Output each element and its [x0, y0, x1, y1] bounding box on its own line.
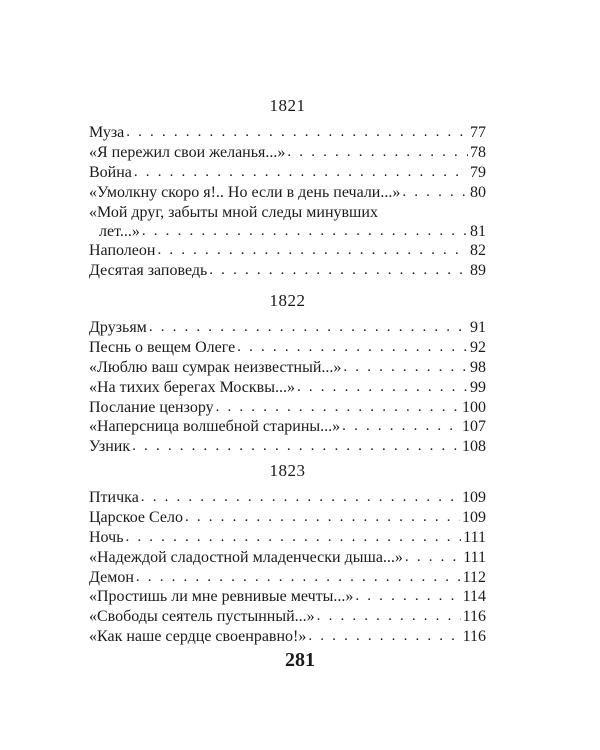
dot-leader	[355, 587, 460, 606]
toc-entry	[89, 142, 486, 162]
entry-page: 80	[470, 183, 486, 201]
toc-entry	[89, 606, 486, 626]
toc-entry	[89, 337, 486, 357]
entry-title: «На тихих берегах Москвы...»	[89, 378, 295, 396]
toc-entry	[89, 162, 486, 182]
dot-leader	[141, 488, 460, 507]
entry-page: 111	[463, 548, 486, 566]
toc-entry	[89, 241, 486, 261]
dot-leader	[126, 123, 468, 142]
toc-entry	[89, 417, 486, 437]
entry-page: 98	[470, 358, 486, 376]
toc-entry	[89, 182, 486, 202]
entry-title: Ночь	[89, 528, 124, 546]
entry-title: Демон	[89, 568, 134, 586]
entry-title: «Простишь ли мне ревнивые мечты...»	[89, 588, 354, 606]
entry-page: 107	[462, 418, 486, 436]
toc-entry	[89, 436, 486, 456]
dot-leader	[216, 398, 460, 417]
toc-section-1821	[89, 96, 486, 280]
toc-entry	[89, 316, 486, 337]
entry-title: Наполеон	[89, 242, 156, 260]
dot-leader	[287, 143, 468, 162]
entry-title: Послание цензору	[89, 398, 214, 416]
entry-page: 109	[462, 508, 486, 526]
dot-leader	[405, 548, 461, 567]
entry-title: Птичка	[89, 489, 139, 506]
dot-leader	[132, 437, 460, 456]
entry-title: «Как наше сердце своенравно!»	[89, 628, 307, 646]
entry-title: «Наперсница волшебной старины...»	[89, 418, 341, 436]
entry-title: Царское Село	[89, 508, 183, 526]
dot-leader	[209, 261, 468, 280]
dot-leader	[317, 607, 461, 626]
dot-leader	[136, 568, 461, 587]
toc-entry	[89, 567, 486, 587]
toc-entry	[89, 527, 486, 547]
entry-title: «Я пережил свои желанья...»	[89, 143, 286, 161]
entry-page: 111	[463, 528, 486, 546]
entry-title: «Свободы сеятель пустынный...»	[89, 608, 315, 626]
entry-title: «Мой друг, забыты мной следы минувших	[89, 203, 378, 221]
year-heading: 1823	[269, 461, 306, 480]
entry-page: 116	[462, 608, 486, 626]
entry-page: 82	[470, 242, 486, 260]
toc-entry	[89, 486, 486, 507]
toc-entry	[89, 626, 486, 646]
entry-title: «Надеждой сладостной младенчески дыша...»	[89, 548, 403, 566]
dot-leader	[342, 417, 460, 436]
dot-leader	[343, 358, 468, 377]
dot-leader	[149, 318, 468, 337]
entry-title-continued: лет...»	[99, 222, 140, 240]
toc-entry	[89, 587, 486, 607]
dot-leader	[308, 627, 460, 646]
toc-entry-line2	[89, 222, 486, 241]
entry-page: 81	[470, 222, 486, 240]
toc-entry-line1	[89, 202, 486, 222]
entry-title: Муза	[89, 124, 125, 141]
toc-entry	[89, 507, 486, 527]
year-heading: 1822	[269, 291, 306, 310]
entry-page: 89	[470, 262, 486, 280]
entry-title: Десятая заповедь	[89, 262, 208, 280]
entry-page: 77	[470, 124, 486, 141]
entry-page: 114	[462, 588, 486, 606]
entry-page: 108	[462, 438, 486, 456]
entry-title: «Умолкну скоро я!.. Но если в день печали...»	[89, 183, 401, 201]
dot-leader	[237, 338, 468, 357]
dot-leader	[297, 378, 468, 397]
entry-title: Война	[89, 163, 132, 181]
entry-title: Узник	[89, 438, 131, 456]
dot-leader	[142, 222, 468, 241]
toc-entry	[89, 260, 486, 280]
entry-page: 78	[470, 143, 486, 161]
toc-section-1822	[89, 291, 486, 456]
toc-entry	[89, 121, 486, 142]
entry-title: Друзьям	[89, 319, 147, 336]
entry-title: «Люблю ваш сумрак неизвестный...»	[89, 358, 342, 376]
entry-page: 116	[462, 628, 486, 646]
toc-entry	[89, 547, 486, 567]
dot-leader	[185, 508, 460, 527]
entry-page: 79	[470, 163, 486, 181]
page-number: 281	[285, 649, 315, 671]
dot-leader	[125, 528, 461, 547]
entry-page: 109	[462, 489, 486, 506]
entry-page: 92	[470, 338, 486, 356]
dot-leader	[134, 163, 468, 182]
entry-title: Песнь о вещем Олеге	[89, 338, 236, 356]
dot-leader	[402, 183, 468, 202]
toc-section-1823	[89, 461, 486, 646]
entry-page: 100	[462, 398, 486, 416]
year-heading: 1821	[269, 96, 306, 115]
toc-entry	[89, 357, 486, 377]
entry-page: 91	[470, 319, 486, 336]
dot-leader	[157, 241, 468, 260]
toc-entry	[89, 377, 486, 397]
entry-page: 112	[462, 568, 486, 586]
toc-entry	[89, 397, 486, 417]
entry-page: 99	[470, 378, 486, 396]
